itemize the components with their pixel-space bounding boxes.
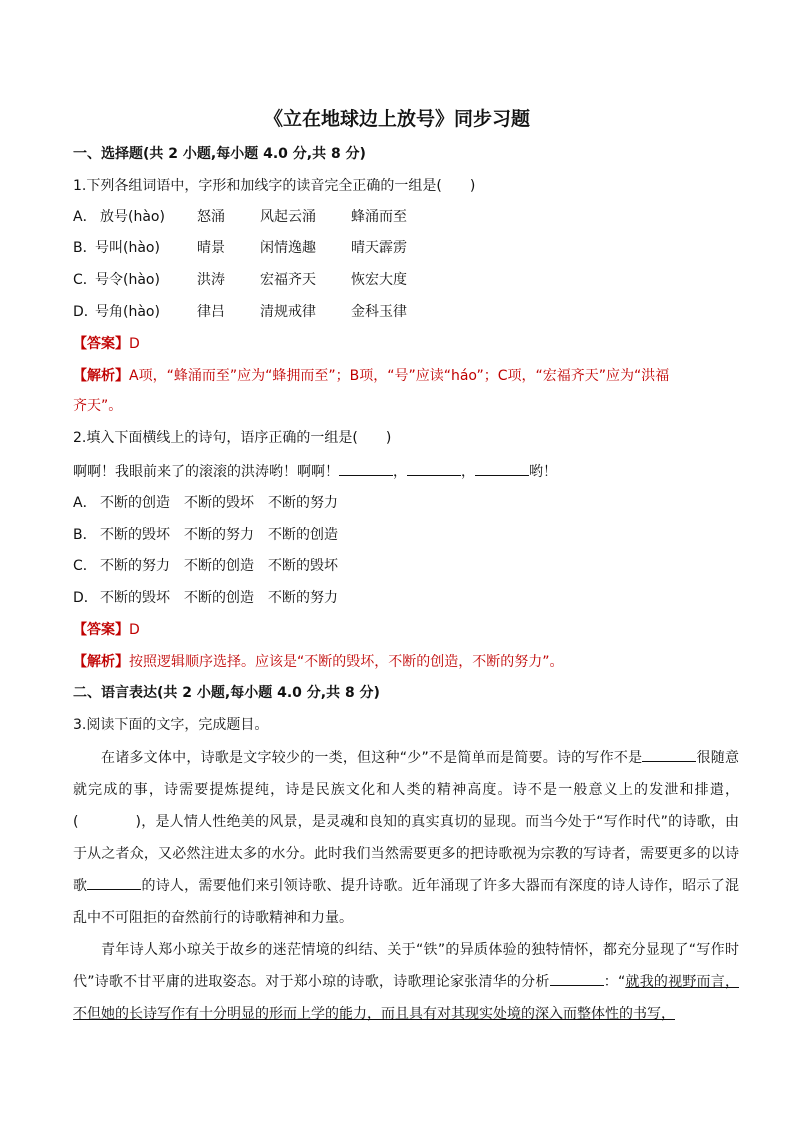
analysis-text: 按照逻辑顺序选择。应该是“不断的毁坏，不断的创造，不断的努力”。 <box>129 654 564 670</box>
q2-prompt <box>73 461 557 482</box>
option-word: 晴景 <box>197 240 225 256</box>
q2-analysis <box>73 652 564 672</box>
fill-blank-4[interactable] <box>642 747 696 762</box>
option-label: B． <box>73 527 97 543</box>
prompt-text: 啊啊！我眼前来了的滚滚的洪涛哟！啊啊！ <box>73 464 339 480</box>
option-word: 蜂涌而至 <box>351 209 407 225</box>
answer-value: D <box>129 622 140 638</box>
fill-blank-1[interactable] <box>339 461 393 476</box>
option-label: C． <box>73 558 97 574</box>
option-text: 不断的创造 不断的毁坏 不断的努力 <box>100 495 338 511</box>
underlined-quote: 就我的视野而言，不但她的长诗写作有十分明显的形而上学的能力，而且具有对其现实处境的深入而整体性的书写， <box>73 974 739 1022</box>
paragraph-text: 在诸多文体中，诗歌是文字较少的一类，但这种“少”不是简单而是简要。诗的写作不是 <box>101 750 643 766</box>
option-word: 号令(hào) <box>95 272 160 288</box>
analysis-tag: 【解析】 <box>73 654 129 670</box>
answer-tag: 【答案】 <box>73 622 129 638</box>
prompt-end: 哟！ <box>529 464 557 480</box>
option-text: 不断的努力 不断的创造 不断的毁坏 <box>100 558 338 574</box>
option-word: 恢宏大度 <box>351 272 407 288</box>
prompt-comma: ， <box>461 464 475 480</box>
fill-blank-2[interactable] <box>407 461 461 476</box>
section-heading-2: 二、语言表达(共 2 小题,每小题 4.0 分,共 8 分) <box>73 685 380 701</box>
option-text: 不断的毁坏 不断的努力 不断的创造 <box>100 527 338 543</box>
option-word: 号角(hào) <box>95 304 160 320</box>
option-word: 放号(hào) <box>100 209 165 225</box>
option-label: C． <box>73 272 97 288</box>
paragraph-text: ：“ <box>603 974 626 990</box>
analysis-tag: 【解析】 <box>73 368 129 384</box>
q1-analysis-line-2: 齐天”。 <box>73 398 123 414</box>
answer-value: D <box>129 336 140 352</box>
option-word: 怒涌 <box>197 209 225 225</box>
q1-answer <box>73 334 140 354</box>
option-label: B． <box>73 240 97 256</box>
option-label: A． <box>73 495 97 511</box>
paragraph-text: 青年诗人郑小琼关于故乡的迷茫情境的纠结、关于“铁”的异质体验的独特情怀，都充分显现了“写作时代”诗歌不甘平庸的进取姿态。对于郑小琼的诗歌，诗歌理论家张清华的分析 <box>73 942 739 990</box>
reading-paragraph-2 <box>73 934 739 1030</box>
section-heading-1: 一、选择题(共 2 小题,每小题 4.0 分,共 8 分) <box>73 146 366 162</box>
option-label: A． <box>73 209 97 225</box>
reading-paragraph-1 <box>73 742 739 934</box>
question-2-stem: 2.填入下面横线上的诗句，语序正确的一组是( ) <box>73 430 392 446</box>
paragraph-text: 很随意就完成的事，诗需要提炼提纯，诗是民族文化和人类的精神高度。诗不是一般意义上的发泄和排遣，( )，是人情人性绝美的风景，是灵魂和良知的真实真切的显现。而当今处于“写作时代”的诗歌，由于从之者众，又必然注进太多的水分。此时我们当然需要更多的把诗歌视为宗教的写诗者，需要更多的以诗歌 <box>73 750 739 894</box>
paragraph-text: 的诗人，需要他们来引领诗歌、提升诗歌。近年涌现了许多大器而有深度的诗人诗作，昭示了混乱中不可阻拒的奋然前行的诗歌精神和力量。 <box>73 878 739 926</box>
page-title: 《立在地球边上放号》同步习题 <box>263 108 530 130</box>
fill-blank-5[interactable] <box>87 875 141 890</box>
option-word: 宏福齐天 <box>260 272 316 288</box>
option-label: D． <box>73 590 98 606</box>
option-word: 晴天霹雳 <box>351 240 407 256</box>
option-word: 洪涛 <box>197 272 225 288</box>
fill-blank-6[interactable] <box>550 971 604 986</box>
option-word: 金科玉律 <box>351 304 407 320</box>
option-text: 不断的毁坏 不断的创造 不断的努力 <box>100 590 338 606</box>
fill-blank-3[interactable] <box>475 461 529 476</box>
answer-tag: 【答案】 <box>73 336 129 352</box>
option-word: 律吕 <box>197 304 225 320</box>
option-word: 清规戒律 <box>260 304 316 320</box>
prompt-comma: ， <box>393 464 407 480</box>
option-label: D． <box>73 304 98 320</box>
question-1-stem: 1.下列各组词语中，字形和加线字的读音完全正确的一组是( ) <box>73 178 476 194</box>
option-word: 闲情逸趣 <box>260 240 316 256</box>
analysis-text: A项，“蜂涌而至”应为“蜂拥而至”；B项，“号”应读“háo”；C项，“宏福齐天”应为“洪福 <box>129 368 670 384</box>
option-word: 号叫(hào) <box>95 240 160 256</box>
question-3-stem: 3.阅读下面的文字，完成题目。 <box>73 717 269 733</box>
q1-analysis-line-1 <box>73 366 669 386</box>
option-word: 风起云涌 <box>260 209 316 225</box>
q2-answer <box>73 620 140 640</box>
